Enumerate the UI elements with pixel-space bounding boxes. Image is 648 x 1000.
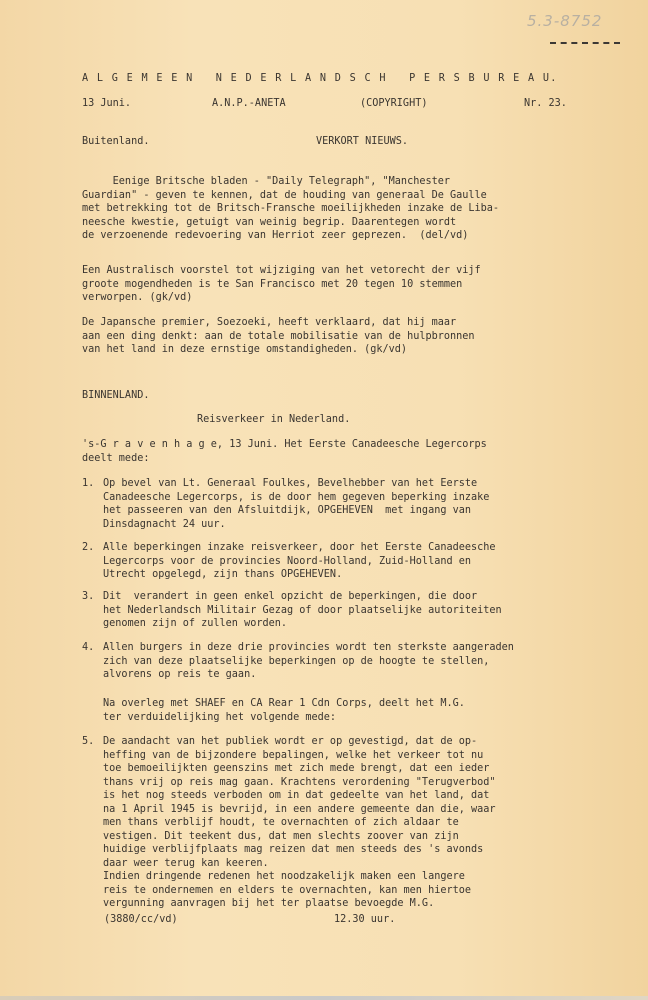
item-number: 1. xyxy=(82,478,95,489)
item-number: 4. xyxy=(82,642,95,653)
news-item-australian-proposal xyxy=(82,264,622,305)
section-label-domestic: BINNENLAND. xyxy=(82,390,150,401)
text-line: De Japansche premier, Soezoeki, heeft verklaard, dat hij maar xyxy=(82,317,457,328)
text-line: aan een ding denkt: aan de totale mobilisatie van de hulpbronnen xyxy=(82,330,475,342)
text-line: thans vrij op reis mag gaan. Krachtens verordening "Terugverbod" xyxy=(103,776,496,788)
item-number: 5. xyxy=(82,736,95,747)
text-line: Eenige Britsche bladen - "Daily Telegraph", "Manchester xyxy=(82,176,451,187)
footer-code: (3880/cc/vd) xyxy=(104,914,178,925)
item-text xyxy=(103,477,622,531)
text-line: het Nederlandsch Militair Gezag of door plaatselijke autoriteiten xyxy=(103,604,502,616)
text-line: Legercorps voor de provincies Noord-Holland, Zuid-Holland en xyxy=(103,555,472,567)
section-label-foreign: Buitenland. xyxy=(82,136,150,147)
news-item-british-press xyxy=(82,175,622,243)
text-line: Guardian" - geven te kennen, dat de houding van generaal De Gaulle xyxy=(82,189,487,201)
item-text xyxy=(103,590,622,631)
text-line: daar weer terug kan keeren. xyxy=(103,857,269,869)
text-line: verworpen. (gk/vd) xyxy=(82,292,193,303)
masthead: A L G E M E E N N E D E R L A N D S C H P E R S B U R E A U. xyxy=(82,73,558,84)
text-line: huidige verblijfplaats mag reizen dat men steeds des 's avonds xyxy=(103,844,484,855)
domestic-intro xyxy=(82,438,622,465)
text-line: Alle beperkingen inzake reisverkeer, door het Eerste Canadeesche xyxy=(103,542,496,553)
text-line: alvorens op reis te gaan. xyxy=(103,669,257,680)
text-line: ter verduidelijking het volgende mede: xyxy=(103,711,337,723)
text-line: Dit verandert in geen enkel opzicht de beperkingen, die door xyxy=(103,591,478,602)
text-line: Een Australisch voorstel tot wijziging van het vetorecht der vijf xyxy=(82,265,481,276)
section-title-foreign: VERKORT NIEUWS. xyxy=(316,136,409,147)
footer-time: 12.30 uur. xyxy=(334,914,396,925)
text-line: toe bemoeilijkten geenszins met zich mede brengt, dat een ieder xyxy=(103,763,490,774)
text-line: Dinsdagnacht 24 uur. xyxy=(103,518,226,530)
text-line: De aandacht van het publiek wordt er op gevestigd, dat de op- xyxy=(103,736,478,747)
header-issue-number: Nr. 23. xyxy=(524,98,567,109)
text-line: Allen burgers in deze drie provincies wordt ten sterkste aangeraden xyxy=(103,642,514,653)
text-line: na 1 April 1945 is bevrijd, in een andere gemeente dan die, waar xyxy=(103,803,496,815)
item-number: 3. xyxy=(82,591,95,602)
item-text xyxy=(103,735,622,911)
header-date: 13 Juni. xyxy=(82,98,132,109)
text-line: vergunning aanvragen bij het ter plaatse bevoegde M.G. xyxy=(103,898,435,909)
text-line: het passeeren van den Afsluitdijk, OPGEHEVEN met ingang van xyxy=(103,505,472,516)
item-text xyxy=(103,641,622,682)
news-item-japanese-premier xyxy=(82,316,622,357)
text-line: men thans verblijf houdt, te overnachten of zich aldaar te xyxy=(103,817,459,828)
header-agency: A.N.P.-ANETA xyxy=(212,98,286,109)
text-line: vestigen. Dit teekent dus, dat men slechts zoover van zijn xyxy=(103,830,459,842)
pencil-mark xyxy=(550,42,620,47)
text-line: is het nog steeds verboden om in dat gedeelte van het land, dat xyxy=(103,790,490,801)
text-line: van het land in deze ernstige omstandigheden. (gk/vd) xyxy=(82,344,408,355)
archive-number: 5.3-8752 xyxy=(527,12,603,30)
item-text xyxy=(103,541,622,582)
text-line: groote mogendheden is te San Francisco met 20 tegen 10 stemmen xyxy=(82,278,463,290)
text-line: deelt mede: xyxy=(82,452,150,464)
section-title-domestic: Reisverkeer in Nederland. xyxy=(197,414,351,425)
text-line: 's-G r a v e n h a g e, 13 Juni. Het Eerste Canadeesche Legercorps xyxy=(82,439,487,450)
text-line: Utrecht opgelegd, zijn thans OPGEHEVEN. xyxy=(103,569,343,580)
text-line: Canadeesche Legercorps, is de door hem gegeven beperking inzake xyxy=(103,491,490,503)
text-line: Indien dringende redenen het noodzakelijk maken een langere xyxy=(103,871,465,882)
text-line: Na overleg met SHAEF en CA Rear 1 Cdn Corps, deelt het M.G. xyxy=(103,698,465,709)
page-bottom-edge xyxy=(0,996,648,1000)
text-line: heffing van de bijzondere bepalingen, welke het verkeer tot nu xyxy=(103,749,484,761)
text-line: neesche kwestie, getuigt van weinig begrip. Daarentegen wordt xyxy=(82,216,457,228)
text-line: de verzoenende redevoering van Herriot zeer geprezen. (del/vd) xyxy=(82,230,469,241)
item-number: 2. xyxy=(82,542,95,553)
text-line: zich van deze plaatselijke beperkingen op de hoogte te stellen, xyxy=(103,655,490,667)
header-copyright: (COPYRIGHT) xyxy=(360,98,428,109)
text-line: Op bevel van Lt. Generaal Foulkes, Bevelhebber van het Eerste xyxy=(103,478,478,489)
text-line: reis te ondernemen en elders te overnachten, kan men hiertoe xyxy=(103,884,472,896)
mg-interlude xyxy=(103,697,623,724)
text-line: genomen zijn of zullen worden. xyxy=(103,618,288,629)
text-line: met betrekking tot de Britsch-Fransche moeilijkheden inzake de Liba- xyxy=(82,203,500,214)
